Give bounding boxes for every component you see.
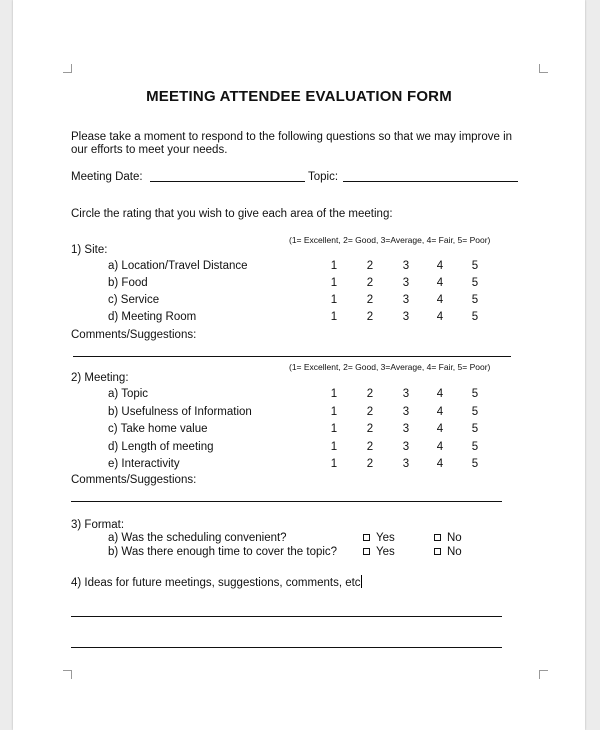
yes-label: Yes	[376, 546, 395, 558]
site-item-label: a) Location/Travel Distance	[108, 260, 248, 272]
rating-option-3[interactable]: 3	[402, 405, 410, 418]
rating-option-4[interactable]: 4	[436, 260, 444, 272]
rating-option-3[interactable]: 3	[402, 294, 410, 306]
rating-option-1[interactable]: 1	[330, 277, 338, 289]
rating-option-2[interactable]: 2	[366, 388, 374, 400]
rating-option-3[interactable]: 3	[402, 440, 410, 453]
rating-instruction: Circle the rating that you wish to give each area of the meeting:	[71, 208, 393, 220]
rating-option-2[interactable]: 2	[366, 458, 374, 470]
format-question-2: b) Was there enough time to cover the topic?	[108, 546, 338, 558]
rating-option-5[interactable]: 5	[471, 405, 479, 418]
meeting-comments-line[interactable]	[71, 501, 502, 502]
rating-option-2[interactable]: 2	[366, 440, 374, 453]
ideas-line-1[interactable]	[71, 616, 502, 617]
ideas-heading-text: 4) Ideas for future meetings, suggestions, comments, etc	[71, 577, 361, 589]
format-heading: 3) Format:	[71, 519, 125, 531]
crop-mark-top-left	[63, 64, 72, 73]
rating-option-4[interactable]: 4	[436, 277, 444, 289]
no-label: No	[447, 546, 462, 558]
site-item-label: d) Meeting Room	[108, 311, 197, 323]
site-item-label: c) Service	[108, 294, 160, 306]
rating-option-1[interactable]: 1	[330, 423, 338, 435]
meeting-heading: 2) Meeting:	[71, 372, 129, 384]
rating-option-5[interactable]: 5	[471, 311, 479, 323]
rating-option-5[interactable]: 5	[471, 260, 479, 272]
rating-option-3[interactable]: 3	[402, 458, 410, 470]
intro-line-2: our efforts to meet your needs.	[71, 144, 228, 156]
text-cursor	[361, 575, 362, 588]
rating-option-1[interactable]: 1	[330, 458, 338, 470]
site-heading: 1) Site:	[71, 244, 108, 256]
crop-mark-bottom-right	[539, 670, 548, 679]
meeting-item-label: b) Usefulness of Information	[108, 405, 252, 418]
format-question-1: a) Was the scheduling convenient?	[108, 532, 287, 544]
rating-option-5[interactable]: 5	[471, 294, 479, 306]
intro-line-1: Please take a moment to respond to the following questions so that we may improve in	[71, 131, 513, 143]
rating-option-5[interactable]: 5	[471, 440, 479, 453]
rating-option-5[interactable]: 5	[471, 388, 479, 400]
site-comments-label: Comments/Suggestions:	[71, 329, 197, 341]
no-label: No	[447, 532, 462, 544]
checkbox-icon[interactable]	[434, 548, 441, 555]
rating-option-5[interactable]: 5	[471, 277, 479, 289]
rating-option-5[interactable]: 5	[471, 458, 479, 470]
rating-option-2[interactable]: 2	[366, 260, 374, 272]
rating-option-4[interactable]: 4	[436, 423, 444, 435]
rating-option-4[interactable]: 4	[436, 440, 444, 453]
q1-yes-option[interactable]	[363, 531, 395, 545]
checkbox-icon[interactable]	[363, 548, 370, 555]
meeting-item-label: e) Interactivity	[108, 458, 180, 470]
rating-option-2[interactable]: 2	[366, 294, 374, 306]
site-item-label: b) Food	[108, 277, 148, 289]
rating-option-2[interactable]: 2	[366, 405, 374, 418]
rating-option-3[interactable]: 3	[402, 423, 410, 435]
rating-option-3[interactable]: 3	[402, 277, 410, 289]
rating-option-1[interactable]: 1	[330, 260, 338, 272]
rating-option-2[interactable]: 2	[366, 277, 374, 289]
yes-label: Yes	[376, 532, 395, 544]
rating-option-4[interactable]: 4	[436, 311, 444, 323]
crop-mark-top-right	[539, 64, 548, 73]
document-page	[13, 0, 585, 730]
rating-option-1[interactable]: 1	[330, 405, 338, 418]
rating-scale-legend: (1= Excellent, 2= Good, 3=Average, 4= Fair, 5= Poor)	[289, 235, 491, 245]
rating-option-5[interactable]: 5	[471, 423, 479, 435]
rating-option-1[interactable]: 1	[330, 388, 338, 400]
q1-no-option[interactable]	[434, 531, 462, 545]
rating-option-4[interactable]: 4	[436, 388, 444, 400]
meeting-item-label: a) Topic	[108, 388, 149, 400]
rating-option-1[interactable]: 1	[330, 440, 338, 453]
checkbox-icon[interactable]	[363, 534, 370, 541]
topic-field[interactable]	[343, 181, 518, 182]
q2-yes-option[interactable]	[363, 545, 395, 559]
rating-option-3[interactable]: 3	[402, 388, 410, 400]
rating-option-2[interactable]: 2	[366, 311, 374, 323]
rating-scale-legend-2: (1= Excellent, 2= Good, 3=Average, 4= Fair, 5= Poor)	[289, 362, 491, 372]
rating-option-2[interactable]: 2	[366, 423, 374, 435]
q2-no-option[interactable]	[434, 545, 462, 559]
crop-mark-bottom-left	[63, 670, 72, 679]
rating-option-4[interactable]: 4	[436, 405, 444, 418]
ideas-heading	[71, 575, 362, 590]
meeting-date-field[interactable]	[150, 181, 305, 182]
rating-option-1[interactable]: 1	[330, 294, 338, 306]
rating-option-4[interactable]: 4	[436, 458, 444, 470]
meeting-comments-label: Comments/Suggestions:	[71, 474, 197, 486]
ideas-line-2[interactable]	[71, 647, 502, 648]
meeting-item-label: d) Length of meeting	[108, 440, 214, 453]
rating-option-4[interactable]: 4	[436, 294, 444, 306]
meeting-date-label: Meeting Date:	[71, 171, 143, 183]
form-title: MEETING ATTENDEE EVALUATION FORM	[146, 88, 452, 105]
rating-option-3[interactable]: 3	[402, 260, 410, 272]
rating-option-3[interactable]: 3	[402, 311, 410, 323]
rating-option-1[interactable]: 1	[330, 311, 338, 323]
checkbox-icon[interactable]	[434, 534, 441, 541]
topic-label: Topic:	[308, 171, 339, 183]
site-comments-line[interactable]	[73, 356, 511, 357]
meeting-item-label: c) Take home value	[108, 423, 208, 435]
